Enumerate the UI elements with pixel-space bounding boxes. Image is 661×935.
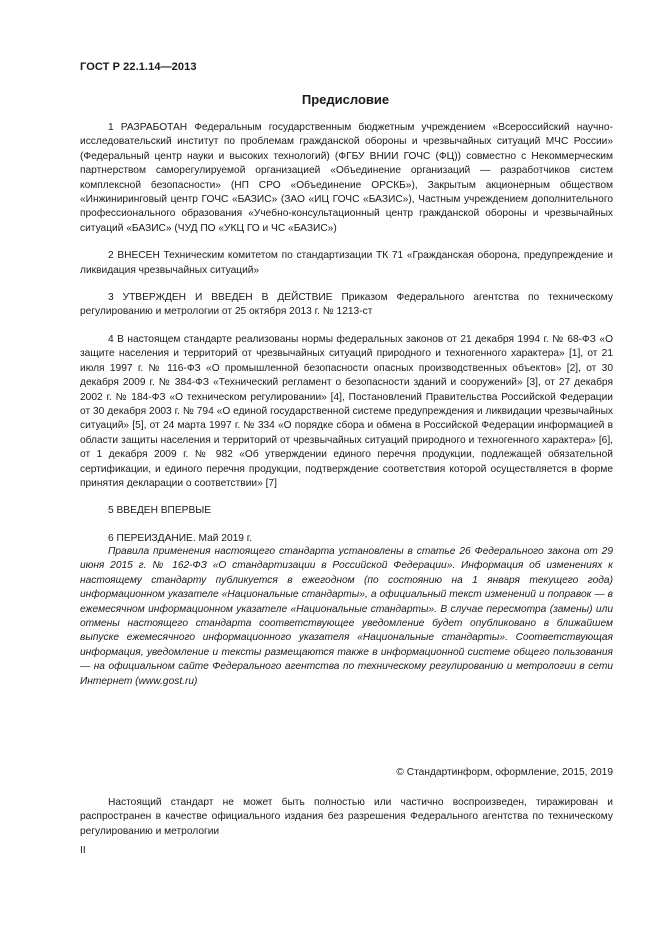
- copyright-line: © Стандартинформ, оформление, 2015, 2019: [396, 767, 613, 778]
- preface-body: [80, 121, 613, 559]
- paragraph-1-developed-by: 1 РАЗРАБОТАН Федеральным государственным бюджетным учреждением «Всероссийский научно-исследовательский институт по проблемам гражданской обороны и чрезвычайных ситуаций МЧС России» (Федеральный центр науки и высоких технологий) (ФГБУ ВНИИ ГОЧС (ФЦ)) совместно с Некоммерческим партнерством саморегулируемой организацией «Объединение организаций — разработчиков систем комплексной безопасности» (НП СРО «Объединение ОРСКБ»), Закрытым акционерным обществом «Инжиниринговый центр ГОЧС «БАЗИС» (ЗАО «ИЦ ГОЧС «БАЗИС»), Частным учреждением дополнительного профессионального образования «Учебно-консультационный центр гражданской обороны и чрезвычайных ситуаций «БАЗИС» (ЧУД ПО «УКЦ ГО и ЧС «БАЗИС»): [80, 122, 613, 234]
- page-title: Предисловие: [301, 92, 390, 107]
- reproduction-notice: Настоящий стандарт не может быть полностью или частично воспроизведен, тиражирован и распространен в качестве официального издания без разрешения Федерального агентства по техническому регулированию и метрологии: [80, 797, 613, 837]
- paragraph-2-submitted-by: 2 ВНЕСЕН Техническим комитетом по стандартизации ТК 71 «Гражданская оборона, предупреждение и ликвидация чрезвычайных ситуаций»: [80, 250, 613, 276]
- application-rules-note: Правила применения настоящего стандарта установлены в статье 26 Федерального закона от 29 июня 2015 г. № 162-ФЗ «О стандартизации в Российской Федерации». Информация об изменениях к настоящему стандарту публикуется в ежегодном (по состоянию на 1 января текущего года) информационном указателе «Национальные стандарты», а официальный текст изменений и поправок — в ежемесячном информационном указателе «Национальные стандарты». В случае пересмотра (замены) или отмены настоящего стандарта соответствующее уведомление будет опубликовано в ближайшем выпуске ежемесячного информационного указателя «Национальные стандарты». Соответствующая информация, уведомление и тексты размещаются также в информационной системе общего пользования — на официальном сайте Федерального агентства по техническому регулированию и метрологии в сети Интернет (www.gost.ru): [80, 546, 613, 687]
- paragraph-3-approved: 3 УТВЕРЖДЕН И ВВЕДЕН В ДЕЙСТВИЕ Приказом Федерального агентства по техническому регулированию и метрологии от 25 октября 2013 г. № 1213-ст: [80, 292, 613, 318]
- paragraph-5-introduced: 5 ВВЕДЕН ВПЕРВЫЕ: [108, 505, 212, 517]
- paragraph-6-reissue: 6 ПЕРЕИЗДАНИЕ. Май 2019 г.: [108, 532, 253, 544]
- standard-header: ГОСТ Р 22.1.14—2013: [80, 61, 197, 73]
- page-number: II: [80, 845, 86, 856]
- paragraph-4-laws: 4 В настоящем стандарте реализованы нормы федеральных законов от 21 декабря 1994 г. № 68-ФЗ «О защите населения и территорий от чрезвычайных ситуаций природного и техногенного характера» [1], от 21 июля 1997 г. № 116-ФЗ «О промышленной безопасности опасных производственных объектов» [2], от 30 декабря 2009 г. № 384-ФЗ «Технический регламент о безопасности зданий и сооружений» [3], от 27 декабря 2002 г. № 184-ФЗ «О техническом регулировании» [4], Постановлений Правительства Российской Федерации от 30 декабря 2003 г. № 794 «О единой государственной системе предупреждения и ликвидации чрезвычайных ситуаций» [5], от 24 марта 1997 г. № 334 «О порядке сбора и обмена в Российской Федерации информацией в области защиты населения и территорий от чрезвычайных ситуаций природного и техногенного характера» [6], от 1 декабря 2009 г. № 982 «Об утверждении единого перечня продукции, подлежащей обязательной сертификации, и единого перечня продукции, подтверждение соответствия которой осуществляется в форме принятия декларации о соответствии» [7]: [80, 333, 613, 489]
